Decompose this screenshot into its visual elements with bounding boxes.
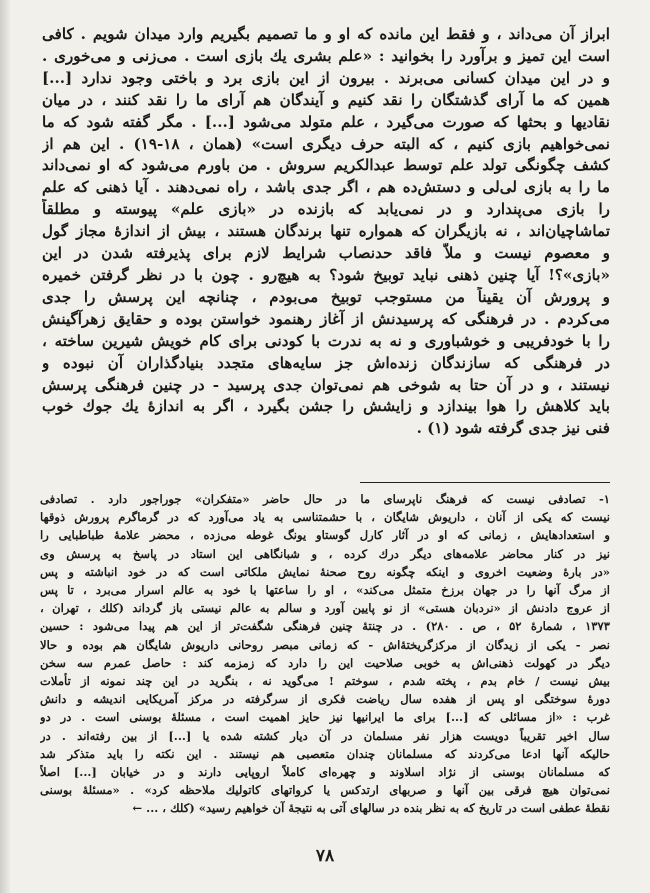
body-text-line: نقادیها و بحثها که صورت می‌گیرد ، علم متولد می‌شود [...] . مگر گفته شود که ما bbox=[42, 112, 610, 131]
body-text-line: ما را به بازی لی‌لی و دستش‌ده هم ، اگر جدی باشد ، راه نمی‌دهند . آیا ذهنی که علم bbox=[42, 178, 610, 197]
body-text-line: فنی نیز جدی گرفته شود (۱) . bbox=[416, 419, 610, 438]
footnote-block bbox=[40, 490, 610, 818]
footnote-text-line: حالیکه آنها ادعا می‌کردند که مسلمانان چندان متعصبی هم نیستند . این نکته را باید متذکر شد bbox=[40, 746, 610, 761]
body-text-line: و معصوم نیست و ملاّ فاقد حدنصاب شرایط لازم برای پذیرفته شدن در این bbox=[42, 244, 610, 263]
footnote-text-line: «در بارهٔ وضعیت اخروی و اینکه چگونه روح صحنهٔ نمایش ملکاتی است که در خود انباشته و پس bbox=[40, 564, 610, 579]
footnote-text-line: دیگر در کهولت ذهنی‌اش به خوبی صلاحیت این را دارد که زمزمه کند : حاصل عمرم سه سخن bbox=[40, 655, 610, 670]
body-text-line: ابراز آن می‌داند ، و فقط این مانده که او و ما تصمیم بگیریم وارد میدان شویم . کافی bbox=[42, 25, 610, 43]
footnote-text-line: نصر - یکی از زیدگان از مرکزگریختهٔ‌اش - که زمانی مبصر روحانی داریوش شایگان هم بوده و حالا bbox=[40, 637, 610, 652]
body-text-line: تماشاچیان‌اند ، نه بازیگران که همواره تنها برندگان هستند ، بیش از اندازهٔ مجاز گول bbox=[42, 222, 610, 241]
footnote-text-line: نیز در کنار محاضر علامه‌های دیگر درك کرده ، و شبانگاهی این استاد در پاسخ به پرسش وی bbox=[40, 546, 610, 561]
footnote-text-line: نقطهٔ عطفی است در تاریخ که به نظر بنده در سالهای آتی به نتیجهٔ آن خواهیم رسید» (کلك ، ... ← bbox=[132, 801, 610, 816]
footnote-text-line: که مسلمانان بوسنی از نژاد اسلاوند و چهره‌ای کاملاً اروپایی دارند و در خیابان [...] اصلاً bbox=[40, 765, 610, 780]
footnote-text-line: بیش نیست / خام بدم ، پخته شدم ، سوختم ! می‌گوید نه ، بنگرید در این چند نمونه از تأملات bbox=[40, 674, 610, 689]
footnote-text-line: سال اخیر تقریباً دویست هزار نفر مسلمان در آن دیار کشته شده یا [...] از بین رفته‌اند . در bbox=[40, 728, 610, 743]
body-text-line: کشف چگونگی تولد علم توسط عبدالکریم سروش . من باورم می‌شود که او نمی‌داند bbox=[42, 156, 610, 175]
body-text-line: می‌کردم . در فرهنگی که پرسیدنش از آغاز رهنمود خواستن بوده و حقایق زهرآگینش bbox=[42, 309, 610, 328]
page-edge-shadow bbox=[0, 0, 10, 893]
body-text-line: و در این میدان کسانی می‌برند . بیرون از این بازی برد و باختی وجود ندارد [...] bbox=[42, 68, 610, 87]
body-text-line: نمی‌خواهیم بازی کنیم ، که البته حرف دیگری است» (همان ، ۱۸-۱۹) . این هم از bbox=[42, 134, 610, 153]
page-number: ۷۸ bbox=[315, 846, 335, 866]
footnote-text-line: از عروج دادنش از «نردبان هستی» از نو پایین آورد و سالم به عالم نیستی باز گرداند (کلك ، تهران ، bbox=[40, 601, 610, 616]
body-text-line: را با خودفریبی و خوشباوری و نه به ندرت با کودنی برای کام خویش شیرین ساخته ، bbox=[42, 331, 610, 350]
footnote-text-line: ۱- تصادفی نیست که فرهنگ ناپرسای ما در حال حاضر «متفکران» جوراجور دارد . تصادفی bbox=[40, 492, 610, 506]
body-text-line: «بازی»؟! آیا چنین ذهنی نباید توبیخ شود؟ به هیچ‌رو . چون با در نظر گرفتن خمیره bbox=[42, 265, 610, 284]
body-text-line: همین که ما آرای گذشتگان را نقد کنیم و آیندگان هم آرای ما را نقد کنند ، در میان bbox=[42, 90, 610, 109]
footnote-text-line: ۱۳۷۳ ، شمارهٔ ۵۲ ، ص . ۲۸۰) . در چنتهٔ چنین فرهنگی شگفت‌تر از این هم پیدا می‌شود : حسین bbox=[40, 619, 610, 634]
footnote-text-line: از مرگ آنها را در جهان برزخ متمثل می‌کند» ، او را ساعتها با خود به عالم اسرار می‌برد ، تا پس bbox=[40, 583, 610, 598]
footnote-text-line: نیست که یکی از آنان ، داریوش شایگان ، با حشمتناسی به یاد می‌آورد که در گرماگرم پرورش ذوقها bbox=[40, 510, 610, 525]
body-text-line: در فرهنگی که سازندگان زنده‌اش جز سایه‌های متجدد بنیادگذاران آن نبوده و bbox=[42, 353, 610, 372]
body-text-line: است این تمیز و برآورد را بخوانید : «علم بشری یك بازی است . می‌زنی و می‌خوری . bbox=[42, 46, 610, 65]
footnote-text-line: نمی‌توان هیچ فرقی بین آنها و صربهای ارتدکس یا کرواتهای کاتولیك ملاحظه کرد» . «مسئلهٔ بوسنی bbox=[40, 783, 610, 798]
footnote-separator-line bbox=[360, 482, 610, 483]
footnote-text-line: و استعدادهایش ، زمانی که او در آثار کارل گوستاو یونگ غوطه می‌زده ، محضر علامهٔ طباطبایی را bbox=[40, 528, 610, 543]
body-text-line: و پرورش آن یقیناً من مستوجب توبیخ می‌بودم ، چنانچه این پرسش را جدی bbox=[42, 287, 610, 306]
body-text-line: را بازی می‌پندارد و در نمی‌یابد که بازنده در «بازی علم» پیوسته و مطلقاً bbox=[42, 200, 610, 219]
footnote-text-line: غرب : «از مسائلی که [...] برای ما ایرانیها نیز حایز اهمیت است ، مسئلهٔ بوسنی است . در دو bbox=[40, 710, 610, 725]
body-text-line: باید کلاهش را هوا بیندازد و زایشش را جشن بگیرد ، اگر به اندازهٔ یك جوك خوب bbox=[42, 397, 610, 416]
body-text-line: نیستند ، و در آن حتا به شوخی هم نمی‌توان جدی پرسید - در چنین فرهنگی پرسش bbox=[42, 375, 610, 394]
main-text-block bbox=[42, 24, 610, 440]
footnote-text-line: دورهٔ سوختگی او پس از هفده سال ریاضت فکری از سرگرفته در مرکز آمریکایی اندیشه و دانش bbox=[40, 692, 610, 707]
